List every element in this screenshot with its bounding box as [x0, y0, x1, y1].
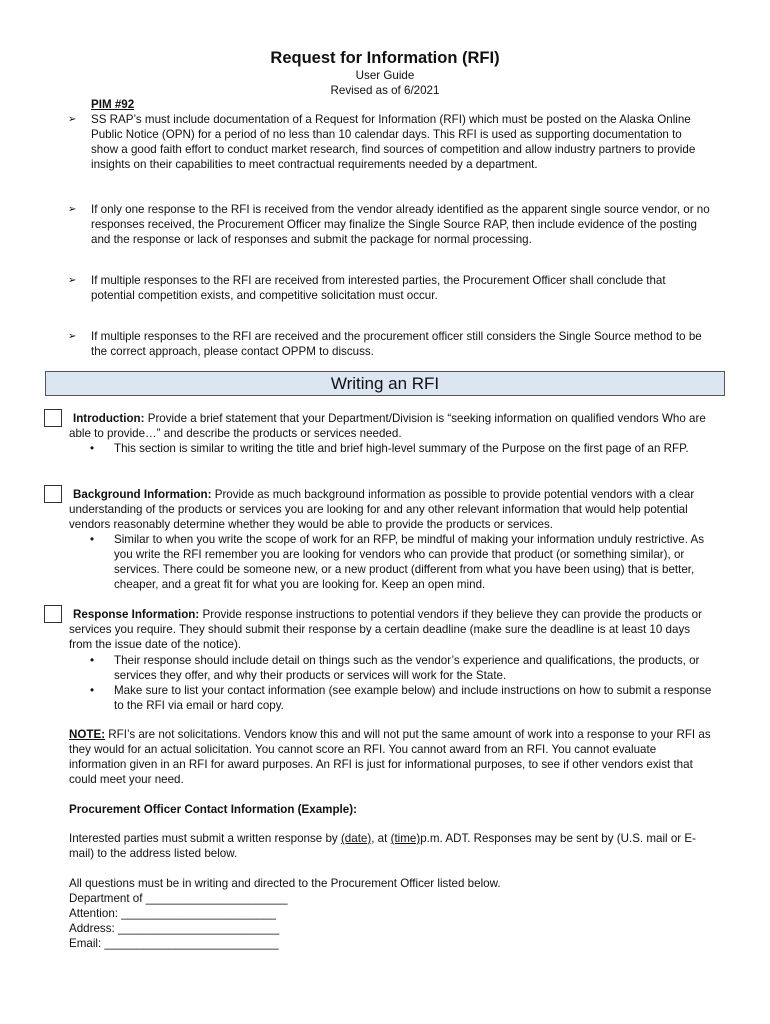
background-paragraph [69, 487, 714, 532]
note-text: RFI’s are not solicitations. Vendors know this and will not put the same amount of work into a response to your RFI as they would for an actual solicitation. You cannot score an RFI. You cannot award from an RFI. You cannot evaluate information given in an RFI for award purposes. An RFI is just for informational purposes, to see if other vendors exist that could meet your need. [69, 728, 711, 786]
note-label: NOTE: [69, 728, 106, 741]
introduction-paragraph [69, 411, 714, 441]
introduction-label: Introduction: [73, 412, 145, 425]
contact-heading: Procurement Officer Contact Information (Example): [69, 803, 357, 816]
arrow-bullet-icon: ➢ [68, 275, 77, 286]
response-label: Response Information: [73, 608, 200, 621]
address-field: Address: _________________________ [69, 922, 280, 935]
date-placeholder: (date) [340, 832, 372, 845]
response-bullet-1: Their response should include detail on things such as the vendor’s experience and qualifications, the products, or services they offer, and why their products or services will work for the State. [114, 654, 700, 682]
bullet-icon: • [90, 654, 95, 667]
time-placeholder: (time) [390, 832, 421, 845]
background-checkbox[interactable] [44, 485, 62, 503]
response-bullet-2: Make sure to list your contact information (see example below) and include instructions on how to submit a response to the RFI via email or hard copy. [114, 684, 712, 712]
background-text: Provide as much background information as possible to provide potential vendors with a clear understanding of the products or services you are looking for and any other relevant information that would help potential vendors reasonably determine whether they would be able to provide the products or services. [69, 488, 695, 531]
background-bullet: Similar to when you write the scope of work for an RFP, be mindful of making your information unduly restrictive. As you write the RFI remember you are looking for vendors who can provide that product (or something similar), or services. There could be someone new, or a new product (different from what you have been using) that is better, cheaper, and a great fit for what you are looking for. Keep an open mind. [114, 533, 705, 591]
revision-date: Revised as of 6/2021 [330, 84, 440, 97]
document-title: Request for Information (RFI) [270, 49, 500, 67]
pim-number: PIM #92 [91, 98, 135, 111]
list-item-text: If multiple responses to the RFI are received and the procurement officer still considers the Single Source method to be the correct approach, please contact OPPM to discuss. [91, 330, 702, 358]
document-subtitle: User Guide [355, 69, 415, 82]
bullet-icon: • [90, 533, 95, 546]
attention-field: Attention: ________________________ [69, 907, 276, 920]
department-field: Department of ______________________ [69, 892, 288, 905]
list-item-text: If only one response to the RFI is received from the vendor already identified as the apparent single source vendor, or no responses received, the Procurement Officer may finalize the Single Source RAP, then include evidence of the posting and the response or lack of responses and submit the package for normal processing. [91, 203, 710, 246]
email-field: Email: ___________________________ [69, 937, 279, 950]
section-heading-writing-rfi: Writing an RFI [45, 371, 725, 396]
introduction-bullet: This section is similar to writing the title and brief high-level summary of the Purpose on the first page of an RFP. [114, 442, 689, 455]
background-label: Background Information: [73, 488, 212, 501]
arrow-bullet-icon: ➢ [68, 331, 77, 342]
response-text: Provide response instructions to potential vendors if they believe they can provide the products or services you require. They should submit their response by a certain deadline (make sure the deadline is at least 10 days from the issue date of the notice). [69, 608, 702, 651]
contact-instructions [69, 831, 714, 861]
arrow-bullet-icon: ➢ [68, 204, 77, 215]
arrow-bullet-icon: ➢ [68, 114, 77, 125]
contact-text: , at [371, 832, 391, 845]
contact-questions: All questions must be in writing and directed to the Procurement Officer listed below. [69, 877, 501, 890]
response-checkbox[interactable] [44, 605, 62, 623]
list-item-text: If multiple responses to the RFI are received from interested parties, the Procurement Officer shall conclude that potential competition exists, and competitive solicitation must occur. [91, 274, 666, 302]
contact-text: p.m. ADT. Responses may be sent by (U.S. mail or E-mail) to the address listed below. [69, 832, 696, 860]
introduction-checkbox[interactable] [44, 409, 62, 427]
bullet-icon: • [90, 684, 95, 697]
list-item-text: SS RAP’s must include documentation of a Request for Information (RFI) which must be posted on the Alaska Online Public Notice (OPN) for a period of no less than 10 calendar days. This RFI is used as supporting documentation to show a good faith effort to conduct market research, find sources of competition and allow industry partners to provide insights on their capabilities to meet contractual requirements needed by a department. [91, 113, 696, 171]
note-paragraph [69, 727, 714, 787]
response-paragraph [69, 607, 714, 652]
bullet-icon: • [90, 442, 95, 455]
contact-text: Interested parties must submit a written response by [69, 832, 341, 845]
introduction-text: Provide a brief statement that your Department/Division is “seeking information on qualified vendors Who are able to provide…” and describe the products or services needed. [69, 412, 706, 440]
